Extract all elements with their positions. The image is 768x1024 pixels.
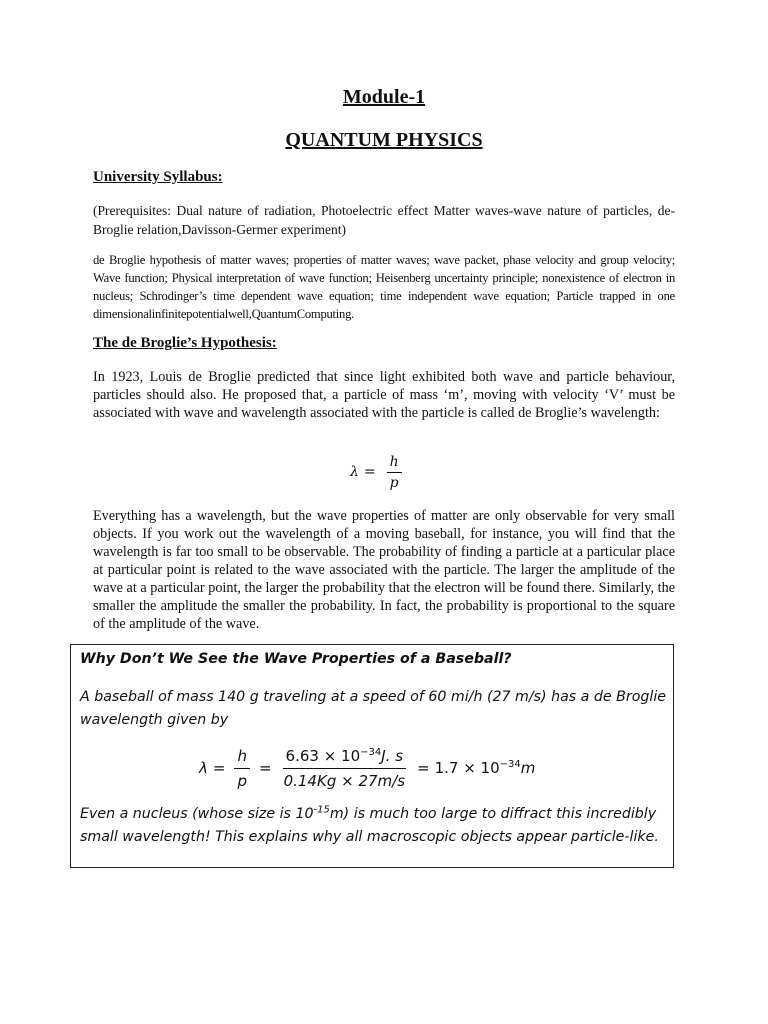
syllabus-topics-paragraph: de Broglie hypothesis of matter waves; properties of matter waves; wave packet, phase velocity and group velocity; Wave function; Physical interpretation of wave function; Heisenberg uncertainty principle; nonexistence of electron in nucleus; Schrodinger’s time dependent wave equation; time independent wave equation; Particle trapped in one dimensionalinfinitepotentialwell,QuantumComputing. — [93, 253, 675, 321]
prerequisites-paragraph: (Prerequisites: Dual nature of radiation, Photoelectric effect Matter waves-wave nature of particles, de-Broglie relation,Davisson-Germer experiment) — [93, 203, 675, 237]
planck-unit: J. s — [381, 746, 404, 765]
result-unit: m — [520, 759, 536, 777]
exponent: −34 — [360, 746, 382, 758]
exponent: -15 — [313, 804, 330, 816]
exponent: −34 — [499, 759, 521, 770]
result-value — [435, 759, 536, 777]
lambda-symbol: λ — [350, 464, 359, 480]
fraction-numerator: h — [234, 745, 250, 769]
fraction-denominator: p — [237, 771, 247, 790]
conclusion-part-2: m) is much too large to diffract this incredibly small wavelength! This explains why all macroscopic objects appear particle-like. — [80, 806, 659, 845]
de-broglie-equation — [350, 450, 402, 494]
equals-sign: = — [212, 759, 226, 777]
conclusion-part-1: Even a nucleus (whose size is 10 — [80, 806, 314, 822]
baseball-description: A baseball of mass 140 g traveling at a speed of 60 mi/h (27 m/s) has a de Broglie wavelength given by — [80, 689, 666, 728]
numeric-fraction — [281, 745, 408, 792]
baseball-example-box — [70, 644, 674, 868]
fraction-denominator: p — [389, 474, 399, 491]
de-broglie-intro-paragraph: In 1923, Louis de Broglie predicted that since light exhibited both wave and particle behaviour, particles should also. He proposed that, a particle of mass ‘m’, moving with velocity ‘V’ must be associated with wave and wavelength associated with the particle is called de Broglie’s wavelength: — [93, 369, 675, 421]
fraction-numerator — [283, 745, 406, 769]
baseball-wavelength-equation — [199, 743, 535, 793]
fraction-denominator: 0.14Kg × 27m/s — [283, 771, 406, 790]
equals-sign: = — [259, 759, 272, 777]
page-title: QUANTUM PHYSICS — [285, 129, 483, 151]
equals-sign: = — [417, 759, 430, 777]
module-title: Module-1 — [342, 86, 426, 108]
nucleus-conclusion — [80, 803, 666, 849]
box-title: Why Don’t We See the Wave Properties of a Baseball? — [80, 651, 512, 667]
fraction-numerator: h — [387, 453, 402, 473]
wavelength-explanation-paragraph: Everything has a wavelength, but the wave properties of matter are only observable for very small objects. If you work out the wavelength of a moving baseball, for instance, you will find that the wavelength is far too small to be observable. The probability of finding a particle at a particular place at particular point is related to the wave associated with the particle. The larger the amplitude of the wave at a particular point, the larger the probability that the electron will be found there. Similarly, the smaller the amplitude the smaller the probability. In fact, the probability is proportional to the square of the amplitude of the wave. — [93, 508, 675, 632]
planck-constant-value: 6.63 × 10 — [285, 746, 361, 765]
syllabus-heading: University Syllabus: — [93, 169, 223, 185]
h-over-p-fraction — [234, 745, 250, 792]
equals-sign: = — [363, 464, 376, 480]
result-base: 1.7 × 10 — [434, 759, 500, 777]
de-broglie-heading: The de Broglie’s Hypothesis: — [93, 335, 277, 351]
h-over-p-fraction — [387, 453, 402, 492]
lambda-symbol: λ — [199, 759, 208, 777]
